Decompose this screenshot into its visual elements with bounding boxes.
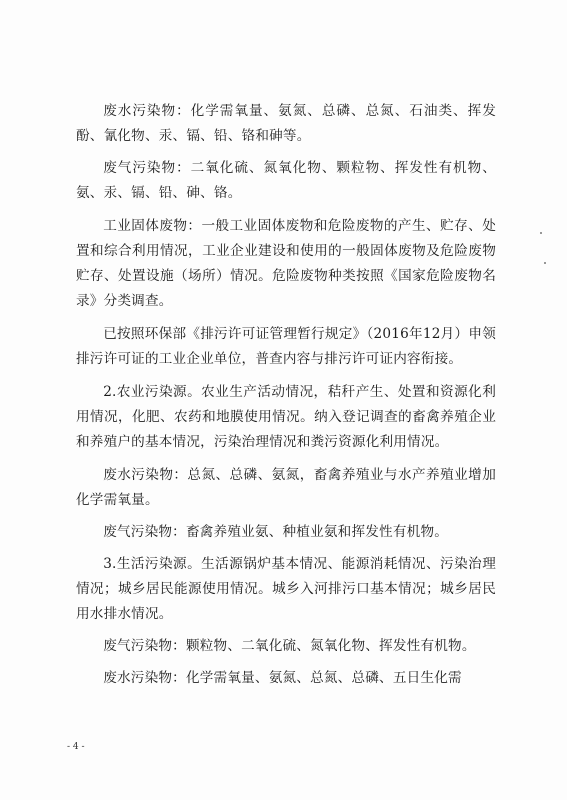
- page-number: - 4 -: [67, 742, 85, 752]
- paragraph-wastewater-domestic: 废水污染物：化学需氧量、氨氮、总氮、总磷、五日生化需: [103, 670, 462, 686]
- paragraph-permit: 已按照环保部《排污许可证管理暂行规定》（2016年12月）申领排污许可证的工业企业单位，普查内容与排污许可证内容衔接。: [76, 326, 496, 367]
- document-body: [76, 99, 496, 691]
- scan-speck: [540, 232, 542, 234]
- scan-speck: [544, 262, 546, 264]
- paragraph-domestic-source: 3.生活污染源。生活源锅炉基本情况、能源消耗情况、污染治理情况；城乡居民能源使用情况。城乡入河排污口基本情况；城乡居民用水排水情况。: [76, 556, 496, 622]
- paragraph-wastewater-industrial: 废水污染物：化学需氧量、氨氮、总磷、总氮、石油类、挥发酚、氰化物、汞、镉、铅、铬和砷等。: [76, 103, 496, 144]
- paragraph-wastegas-domestic: 废气污染物：颗粒物、二氧化硫、氮氧化物、挥发性有机物。: [103, 638, 476, 654]
- paragraph-solid-waste: 工业固体废物：一般工业固体废物和危险废物的产生、贮存、处置和综合利用情况，工业企业建设和使用的一般固体废物及危险废物贮存、处置设施（场所）情况。危险废物种类按照《国家危险废物名录》分类调查。: [76, 218, 496, 309]
- paragraph-wastegas-industrial: 废气污染物：二氧化硫、氮氧化物、颗粒物、挥发性有机物、氨、汞、镉、铅、砷、铬。: [76, 160, 496, 201]
- paragraph-wastegas-agricultural: 废气污染物：畜禽养殖业氨、种植业氨和挥发性有机物。: [103, 524, 449, 540]
- paragraph-agricultural-source: 2.农业污染源。农业生产活动情况，秸秆产生、处置和资源化利用情况，化肥、农药和地膜使用情况。纳入登记调查的畜禽养殖企业和养殖户的基本情况，污染治理情况和粪污资源化利用情况。: [76, 384, 496, 450]
- paragraph-wastewater-agricultural: 废水污染物：总氮、总磷、氨氮，畜禽养殖业与水产养殖业增加化学需氧量。: [76, 467, 496, 508]
